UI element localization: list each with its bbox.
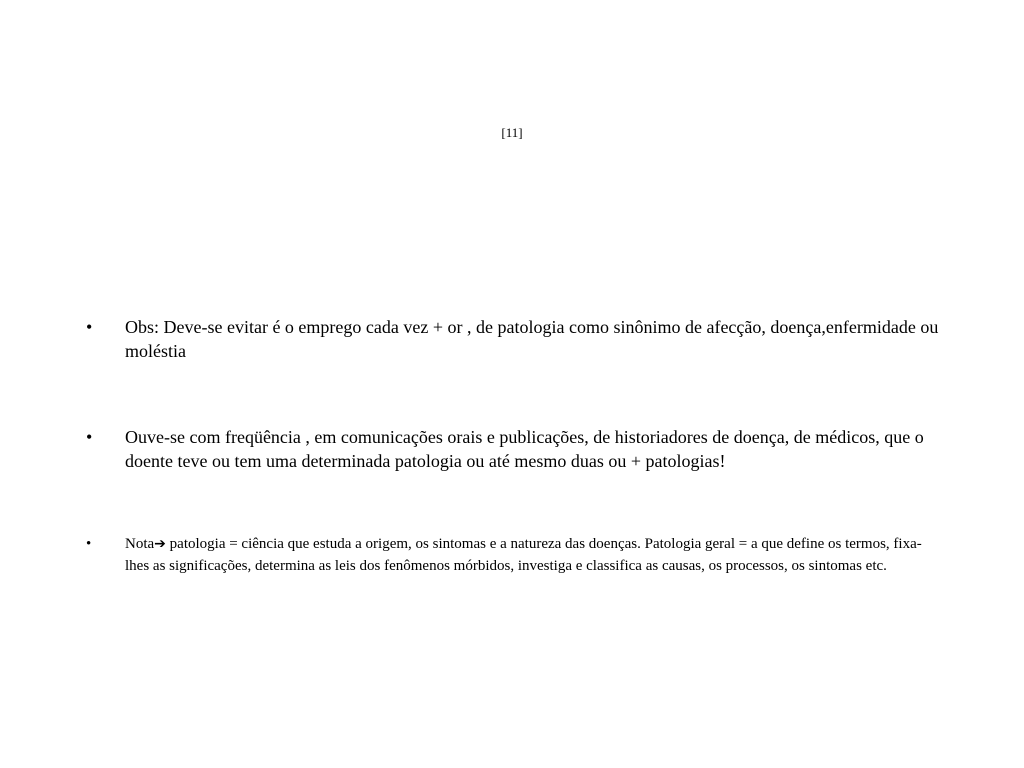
slide-reference-number: [11] [501, 125, 523, 140]
bullet-marker: • [86, 317, 93, 337]
right-arrow-icon: ➔ [154, 536, 166, 552]
bullet-text-ouve: Ouve-se com freqüência , em comunicações orais e publicações, de historiadores de doença, de médicos, que o doente teve ou tem uma determinada patologia ou até mesmo duas ou + patologias! [125, 427, 924, 471]
nota-definition: patologia = ciência que estuda a origem, os sintomas e a natureza das doenças. Patologia geral = a que define os termos, fixa-lhes as significações, determina as leis dos fenômenos mórbidos, investiga e classifica as causas, os processos, os sintomas etc. [125, 536, 922, 574]
bullet-item-nota [82, 533, 942, 577]
bullet-item-ouve [82, 425, 942, 473]
bullet-text-nota [125, 533, 942, 577]
bullet-marker: • [86, 536, 92, 552]
bullet-marker: • [86, 427, 93, 447]
nota-label: Nota [125, 536, 155, 552]
bullet-text-obs: Obs: Deve-se evitar é o emprego cada vez + or , de patologia como sinônimo de afecção, doença,enfermidade ou moléstia [125, 317, 939, 361]
bullet-item-obs [82, 315, 942, 363]
